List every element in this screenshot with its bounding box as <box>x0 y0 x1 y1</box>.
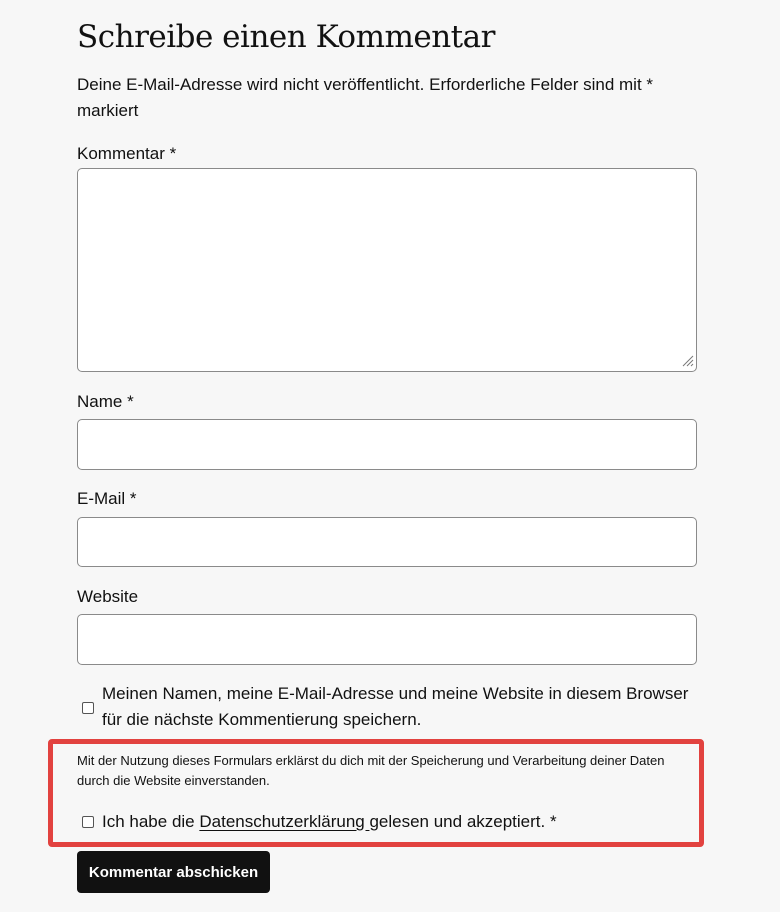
comment-label: Kommentar * <box>77 144 177 163</box>
website-input[interactable] <box>77 614 697 665</box>
privacy-consent-checkbox[interactable] <box>82 816 94 828</box>
consent-note: Mit der Nutzung dieses Formulars erklärst du dich mit der Speicherung und Verarbeitung deiner Daten durch die Website einverstanden. <box>77 753 665 788</box>
website-label: Website <box>77 587 139 606</box>
email-input[interactable] <box>77 517 697 567</box>
comment-textarea[interactable] <box>77 168 697 372</box>
save-cookies-checkbox[interactable] <box>82 702 94 714</box>
save-cookies-label: Meinen Namen, meine E-Mail-Adresse und meine Website in diesem Browser für die nächste Kommentierung speichern. <box>102 684 689 729</box>
email-label: E-Mail * <box>77 489 137 508</box>
resize-grip-icon[interactable] <box>682 355 694 367</box>
submit-comment-button[interactable]: Kommentar abschicken <box>77 851 270 893</box>
consent-text-before: Ich habe die <box>102 812 200 831</box>
privacy-policy-link[interactable]: Datenschutzerklärung <box>199 812 370 831</box>
required-notes: Deine E-Mail-Adresse wird nicht veröffentlicht. Erforderliche Felder sind mit * markiert <box>77 75 654 120</box>
privacy-consent-label <box>102 809 557 835</box>
form-title: Schreibe einen Kommentar <box>77 19 495 55</box>
name-label: Name * <box>77 392 134 411</box>
consent-text-after: gelesen und akzeptiert. * <box>369 812 557 831</box>
name-input[interactable] <box>77 419 697 470</box>
